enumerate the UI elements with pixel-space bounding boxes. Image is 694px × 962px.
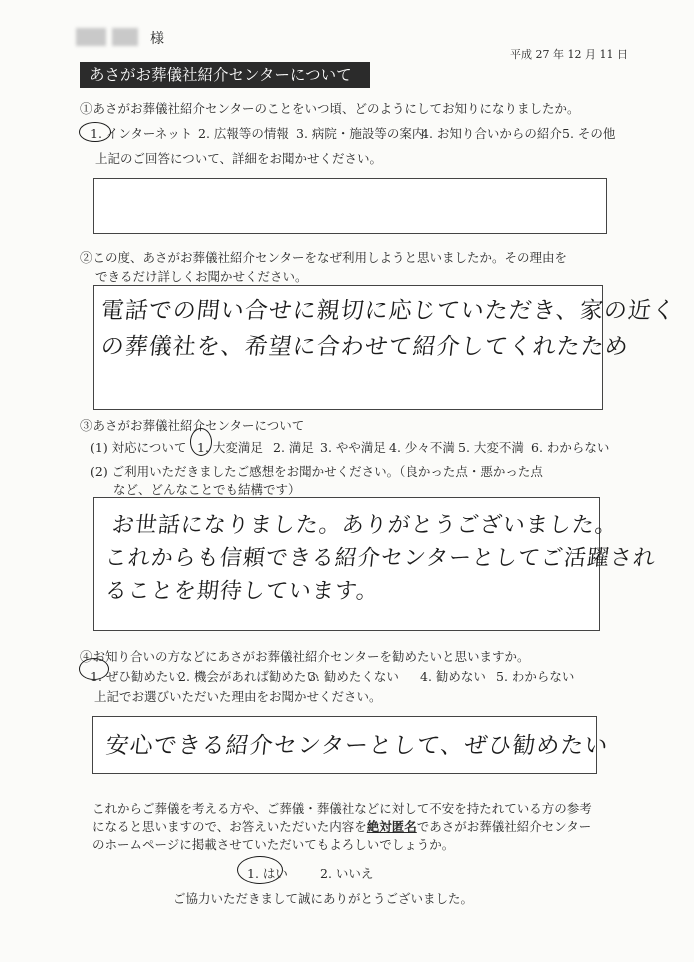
q2-question-line1: ②この度、あさがお葬儀社紹介センターをなぜ利用しようと思いましたか。その理由を bbox=[80, 250, 568, 265]
closing-line3: のホームページに掲載させていただいてもよろしいでしょうか。 bbox=[92, 837, 455, 852]
closing-line2-post: であさがお葬儀社紹介センター bbox=[416, 819, 592, 834]
q4-answer-text: 安心できる紹介センターとして、ぜひ勧めたい bbox=[104, 733, 610, 759]
recipient-suffix: 様 bbox=[150, 31, 164, 47]
q3-option-5[interactable]: 5. 大変不満 bbox=[458, 440, 524, 455]
q2-answer-line2: の葬儀社を、希望に合わせて紹介してくれたため bbox=[99, 334, 631, 360]
q2-answer-line1: 電話での問い合せに親切に応じていただき、家の近く bbox=[99, 298, 678, 324]
q1-option-1[interactable]: 1. インターネット bbox=[90, 126, 193, 141]
page-title: あさがお葬儀社紹介センターについて bbox=[80, 62, 370, 88]
redacted-name-block-2 bbox=[112, 28, 138, 46]
q1-option-3[interactable]: 3. 病院・施設等の案内 bbox=[296, 126, 425, 141]
q3-option-6[interactable]: 6. わからない bbox=[531, 440, 610, 455]
closing-line1: これからご葬儀を考える方や、ご葬儀・葬儀社などに対して不安を持たれている方の参考 bbox=[92, 801, 592, 816]
closing-thanks: ご協力いただきまして誠にありがとうございました。 bbox=[173, 891, 474, 906]
q4-option-3[interactable]: 3. 勧めたくない bbox=[308, 669, 399, 684]
q4-reason-prompt: 上記でお選びいただいた理由をお聞かせください。 bbox=[94, 689, 382, 704]
q1-option-5[interactable]: 5. その他 bbox=[562, 126, 616, 141]
q4-option-4[interactable]: 4. 勧めない bbox=[420, 669, 486, 684]
closing-line2-pre: になると思いますので、お答えいただいた内容を bbox=[92, 819, 367, 834]
q3-option-3[interactable]: 3. やや満足 bbox=[320, 440, 386, 455]
q3-answer-line2: これからも信頼できる紹介センターとしてご活躍され bbox=[103, 546, 658, 571]
q3-question: ③あさがお葬儀社紹介センターについて bbox=[80, 418, 305, 433]
q1-answer-box[interactable] bbox=[93, 178, 607, 234]
q3-sub2-line2: など、どんなことでも結構です） bbox=[113, 482, 301, 497]
q3-sub1-label: (1) 対応について bbox=[90, 440, 187, 455]
q3-sub2-line1: (2) ご利用いただきましたご感想をお聞かせください。（良かった点・悪かった点 bbox=[90, 464, 543, 479]
consent-no-option[interactable]: 2. いいえ bbox=[320, 866, 374, 881]
q1-option-4[interactable]: 4. お知り合いからの紹介 bbox=[421, 126, 562, 141]
q4-option-2[interactable]: 2. 機会があれば勧めたい bbox=[178, 669, 319, 684]
q4-option-1[interactable]: 1. ぜひ勧めたい bbox=[90, 669, 181, 684]
q1-detail-prompt: 上記のご回答について、詳細をお聞かせください。 bbox=[95, 151, 383, 166]
q3-option-2[interactable]: 2. 満足 bbox=[273, 440, 314, 455]
q4-question: ④お知り合いの方などにあさがお葬儀社紹介センターを勧めたいと思いますか。 bbox=[80, 649, 530, 664]
q3-answer-line3: ることを期待しています。 bbox=[103, 579, 381, 604]
consent-yes-option[interactable]: 1. はい bbox=[247, 866, 288, 881]
q1-question: ①あさがお葬儀社紹介センターのことをいつ頃、どのようにしてお知りになりましたか。 bbox=[80, 101, 580, 116]
q3-answer-line1: お世話になりました。ありがとうございました。 bbox=[110, 513, 620, 538]
q3-option-4[interactable]: 4. 少々不満 bbox=[389, 440, 455, 455]
q4-option-5[interactable]: 5. わからない bbox=[496, 669, 575, 684]
q1-option-2[interactable]: 2. 広報等の情報 bbox=[198, 126, 289, 141]
redacted-name-block-1 bbox=[76, 28, 106, 46]
closing-line2 bbox=[92, 817, 591, 835]
q2-question-line2: できるだけ詳しくお聞かせください。 bbox=[95, 269, 308, 284]
document-date: 平成 27 年 12 月 11 日 bbox=[510, 48, 628, 61]
anonymity-emphasis: 絶対匿名 bbox=[366, 819, 417, 834]
q3-option-1[interactable]: 1. 大変満足 bbox=[197, 440, 263, 455]
